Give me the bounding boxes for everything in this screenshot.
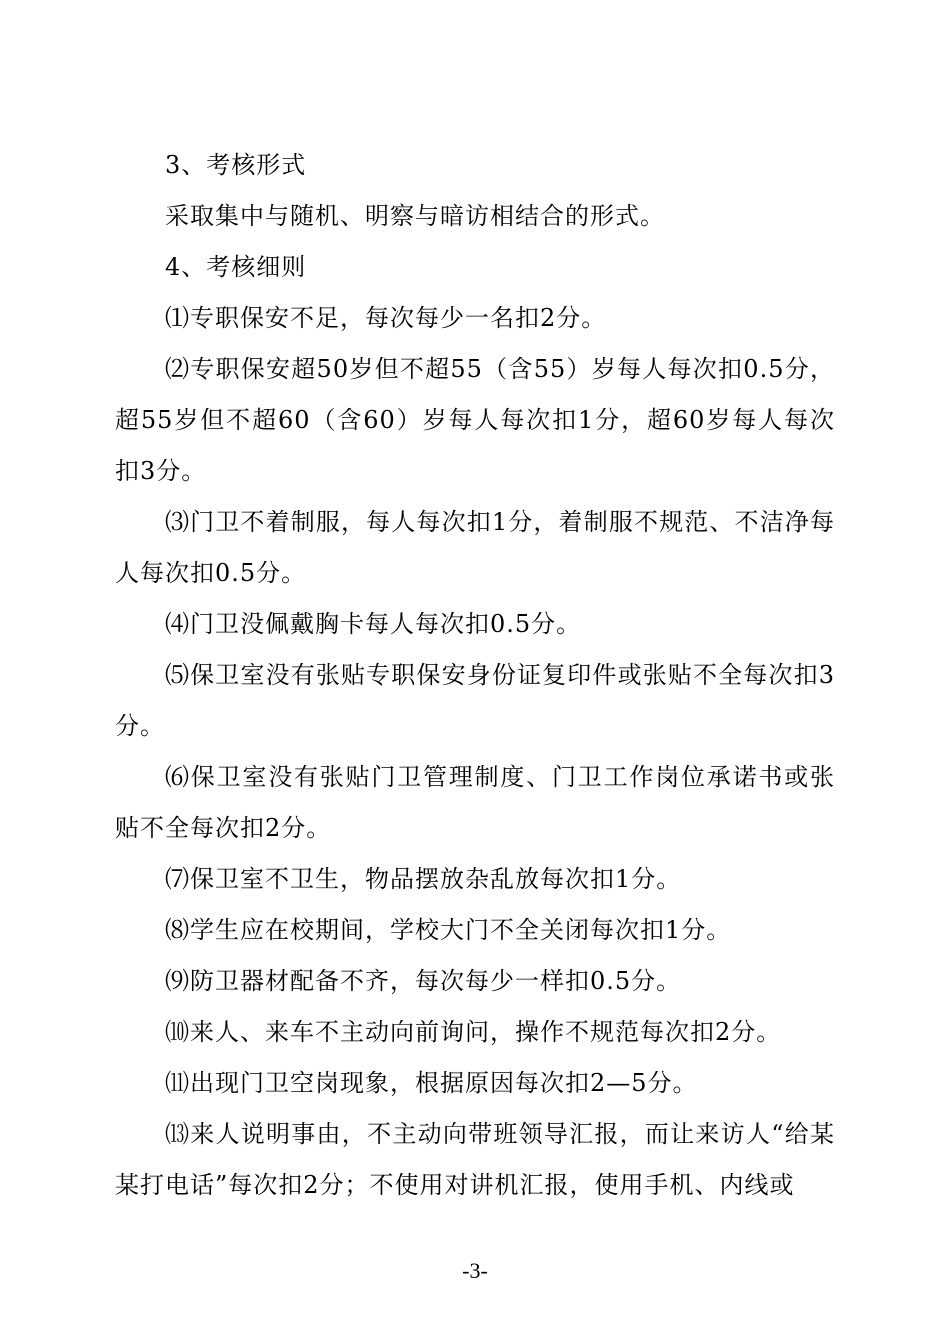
rule-item-2: ⑵专职保安超50岁但不超55（含55）岁每人每次扣0.5分，超55岁但不超60（含60）岁每人每次扣1分，超60岁每人每次扣3分。	[115, 355, 835, 485]
paragraph-assessment-form: 采取集中与随机、明察与暗访相结合的形式。	[165, 202, 665, 230]
rule-item-11: ⑾出现门卫空岗现象，根据原因每次扣2—5分。	[165, 1069, 698, 1097]
rule-item-3: ⑶门卫不着制服，每人每次扣1分，着制服不规范、不洁净每人每次扣0.5分。	[115, 508, 835, 587]
rule-item-4: ⑷门卫没佩戴胸卡每人每次扣0.5分。	[165, 610, 582, 638]
section-heading-assessment-form: 3、考核形式	[165, 151, 307, 179]
rule-item-7: ⑺保卫室不卫生，物品摆放杂乱放每次扣1分。	[165, 865, 682, 893]
document-body	[115, 140, 835, 1211]
rule-item-9: ⑼防卫器材配备不齐，每次每少一样扣0.5分。	[165, 967, 682, 995]
rule-item-5: ⑸保卫室没有张贴专职保安身份证复印件或张贴不全每次扣3分。	[115, 661, 835, 740]
rule-item-10: ⑽来人、来车不主动向前询问，操作不规范每次扣2分。	[165, 1018, 782, 1046]
rule-item-1: ⑴专职保安不足，每次每少一名扣2分。	[165, 304, 607, 332]
page-number: -3-	[462, 1258, 488, 1283]
rule-item-6: ⑹保卫室没有张贴门卫管理制度、门卫工作岗位承诺书或张贴不全每次扣2分。	[115, 763, 835, 842]
rule-item-8: ⑻学生应在校期间，学校大门不全关闭每次扣1分。	[165, 916, 732, 944]
section-heading-assessment-details: 4、考核细则	[165, 253, 307, 281]
rule-item-13: ⒀来人说明事由，不主动向带班领导汇报，而让来访人“给某某打电话”每次扣2分；不使用对讲机汇报，使用手机、内线或	[115, 1120, 835, 1199]
